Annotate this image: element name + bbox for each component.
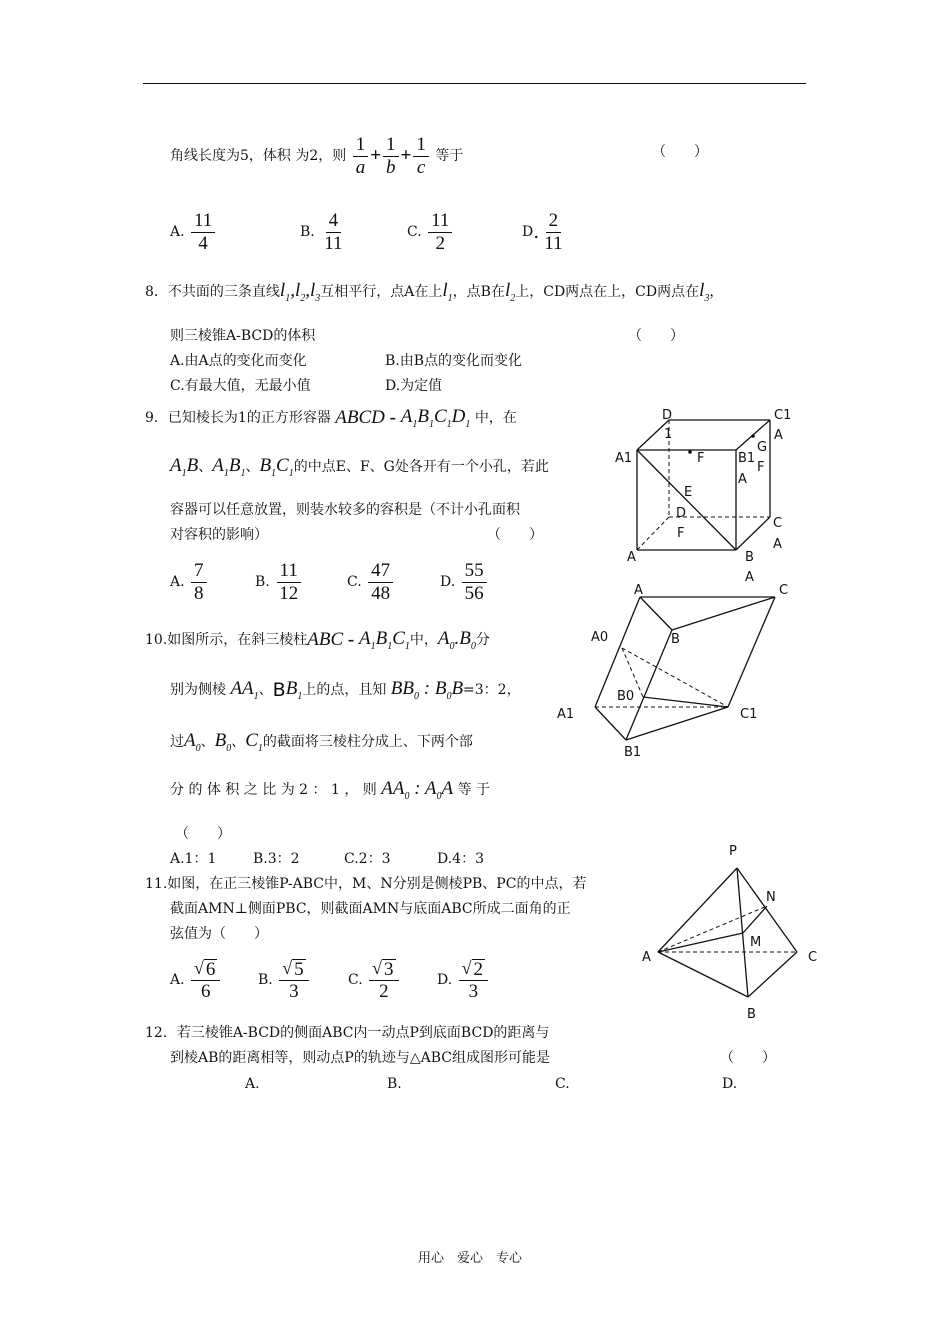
q7-option-d: D. $\frac{2}{11}$ (522, 210, 563, 254)
q9-label: F (757, 460, 765, 475)
q9-label: D (676, 506, 687, 521)
q10-option-c: C.2：3 (344, 851, 391, 867)
q10-label: A0 (591, 630, 609, 645)
q11-label: B (747, 1007, 756, 1022)
q12-option-a: A. (245, 1076, 260, 1092)
q10-stem-line2: 别为侧棱 $AA_1$、$BB_1$上的点，且知 $BB_0$ : $B_0B=3$：2， (170, 678, 521, 702)
q9-label: A (774, 428, 783, 443)
q12-stem-line1: 12．若三棱锥A-BCD的侧面ABC内一动点P到底面BCD的距离与 (145, 1025, 550, 1041)
q7-option-a: A. $\frac{11}{4}$ (170, 210, 217, 255)
q8-option-c: C.有最大值，无最小值 (170, 378, 311, 394)
q9-stem-line1: 9．已知棱长为1的正方形容器 ABCD - $A_1B_1C_1D_1$ 中，在 (145, 406, 517, 430)
q7-paren: （ ） (652, 144, 708, 160)
q10-prism-figure (550, 575, 800, 765)
frac-1-over-c: $\frac{1}{c}$ (413, 134, 429, 179)
q9-label: E (684, 485, 693, 500)
q11-pyramid-figure (635, 835, 825, 1025)
q9-stem-line2: $A_1B$、$A_1B_1$、$B_1C_1$的中点E、F、G处各开有一个小孔，若此 (170, 455, 549, 479)
q10-label: B0 (617, 689, 635, 704)
q7-option-b: B. $\frac{4}{11}$ (300, 210, 343, 254)
q11-option-a: A. √ 6 6 (170, 958, 222, 1003)
q10-label: A (634, 583, 643, 598)
q12-option-c: C. (555, 1076, 570, 1092)
q9-label: B1 (738, 451, 756, 466)
q9-label: F (697, 451, 705, 466)
q9-label: A (773, 537, 782, 552)
q11-option-b: B. √ 5 3 (258, 958, 311, 1003)
q9-label: F (677, 526, 685, 541)
q10-option-b: B.3：2 (253, 851, 300, 867)
q11-label: A (642, 950, 651, 965)
q7-stem: 角线长度为5，体积 为2，则 $\frac{1}{a}$ + $\frac{1}{b}$ + $\frac{1}{c}$ 等于 (170, 134, 464, 178)
q9-cube-figure (600, 400, 820, 590)
q11-label: P (729, 844, 737, 859)
q9-label: D (662, 408, 673, 423)
q9-label: A (745, 570, 754, 585)
q9-label: C1 (774, 408, 792, 423)
q9-stem-line3: 容器可以任意放置，则装水较多的容积是（不计小孔面积 (170, 502, 520, 518)
q9-label: G (757, 440, 768, 455)
q10-label: B1 (624, 745, 642, 760)
q11-option-c: C. √ 3 2 (348, 958, 401, 1003)
q10-option-d: D.4：3 (437, 851, 484, 867)
l1-l2-l3: $l_1,l_2,l_3$ (279, 280, 321, 304)
q8-option-a: A.由A点的变化而变化 (170, 353, 307, 369)
q11-stem-line3: 弦值为（ ） (170, 926, 268, 942)
q9-label: A (738, 472, 747, 487)
q10-stem-line3: 过$A_0$、$B_0$、$C_1$的截面将三棱柱分成上、下两个部 (170, 730, 473, 754)
q10-stem-line4: 分 的 体 积 之 比 为 2 ： 1 ， 则 $AA_0$ : $A_0A$ 等 于 (170, 778, 491, 802)
q12-paren: （ ） (720, 1050, 776, 1066)
q12-option-d: D. (722, 1076, 738, 1092)
q10-paren: （ ） (175, 826, 231, 842)
q10-label: C (779, 583, 789, 598)
q9-label: 1 (664, 427, 673, 442)
q11-label: N (766, 890, 776, 905)
header-rule (143, 83, 806, 84)
q8-option-d: D.为定值 (385, 378, 443, 394)
q8-option-b: B.由B点的变化而变化 (385, 353, 523, 369)
q9-option-a: A. $\frac{7}{8}$ (170, 560, 209, 605)
q10-option-a: A.1：1 (170, 851, 217, 867)
q11-stem-line1: 11.如图，在正三棱锥P-ABC中，M、N分别是侧棱PB、PC的中点，若 (145, 876, 587, 892)
q9-option-d: D. $\frac{55}{56}$ (440, 560, 489, 605)
q12-stem-line2: 到棱AB的距离相等，则动点P的轨迹与△ABC组成图形可能是 (170, 1050, 550, 1066)
q11-option-d: D. √ 2 3 (437, 958, 490, 1003)
q9-label: B (745, 550, 754, 565)
q9-label: A (627, 550, 636, 565)
q9-label: C (773, 516, 783, 531)
q11-label: C (808, 950, 818, 965)
q8-paren: （ ） (628, 328, 684, 344)
q8-stem-line1: 8．不共面的三条直线$l_1,l_2,l_3$互相平行，点A在上$l_1$，点B在$l_2$上，CD两点在上，CD两点在$l_3$， (145, 280, 724, 304)
q10-stem-line1: 10.如图所示，在斜三棱柱ABC - $A_1B_1C_1$中，$A_0.B_0$分 (145, 628, 490, 652)
q8-stem-line2: 则三棱锥A-BCD的体积 (170, 328, 316, 344)
q9-stem-line4: 对容积的影响） (170, 527, 268, 543)
q9-label: A1 (615, 451, 633, 466)
q10-label: A1 (557, 707, 575, 722)
q10-label: B (671, 632, 680, 647)
q10-label: C1 (740, 707, 758, 722)
page-footer: 用心 爱心 专心 (418, 1251, 523, 1266)
q11-label: M (750, 935, 762, 950)
q12-option-b: B. (387, 1076, 402, 1092)
q9-paren: （ ） (487, 527, 543, 543)
q9-option-b: B. $\frac{11}{12}$ (255, 560, 303, 605)
frac-1-over-a: $\frac{1}{a}$ (353, 134, 369, 179)
q7-option-c: C. $\frac{11}{2}$ (407, 210, 454, 255)
q11-stem-line2: 截面AMN⊥侧面PBC，则截面AMN与底面ABC所成二面角的正 (170, 901, 571, 917)
frac-1-over-b: $\frac{1}{b}$ (383, 134, 399, 179)
q9-option-c: C. $\frac{47}{48}$ (347, 560, 395, 605)
